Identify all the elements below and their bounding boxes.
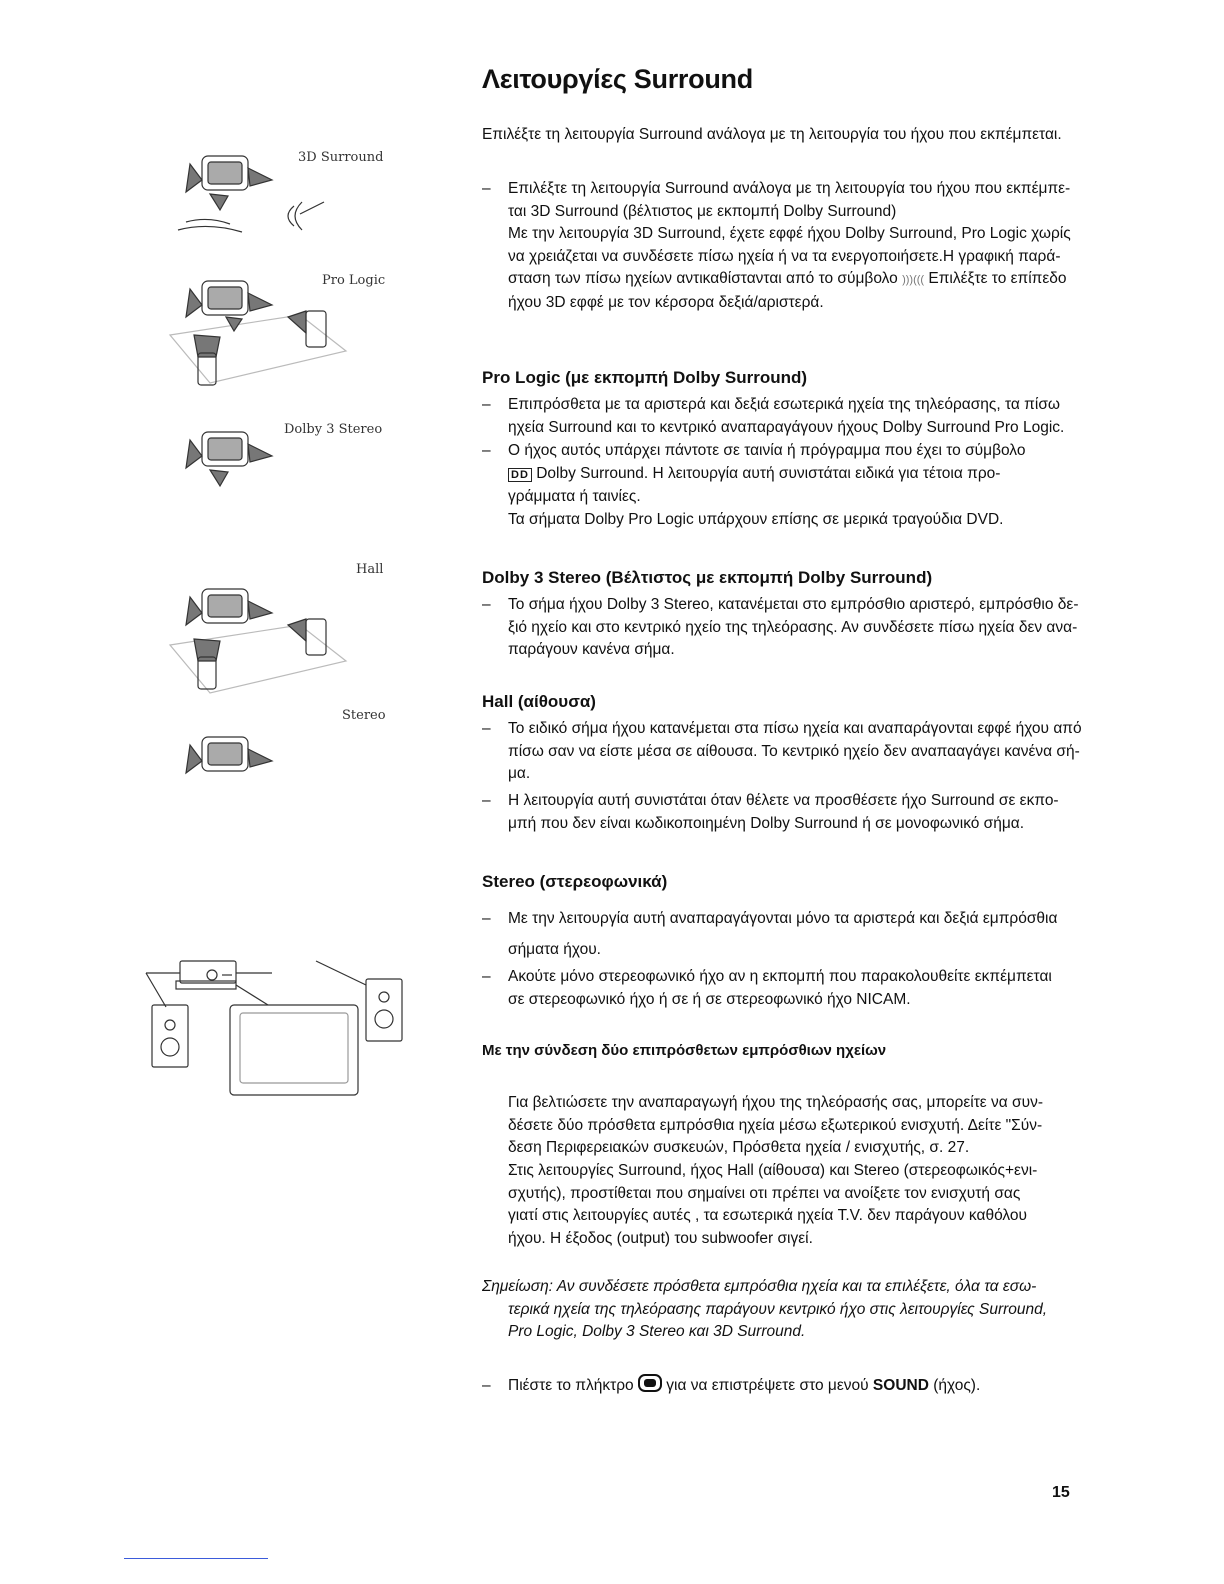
label-3d-surround: 3D Surround [298, 150, 384, 165]
footer-rule [124, 1558, 268, 1559]
stereo-bullet-1: – Με την λειτουργία αυτή αναπαραγάγονται μόνο τα αριστερά και δεξιά εμπρόσθια σήματα ήχου. [482, 910, 1058, 958]
label-dolby-3-stereo: Dolby 3 Stereo [284, 422, 383, 437]
label-pro-logic: Pro Logic [322, 273, 386, 288]
s3d-bullet: – Επιλέξτε τη λειτουργία Surround ανάλογα με τη λειτουργία του ήχου που εκπέμπε- ται 3D Surround (βέλτιστος με εκπομπή Dolby Surround) Με την λειτουργία 3D Surround, έχετε εφφέ ήχου Dolby Surround, Pro Logic χωρίς να χρειάζεται να συνδέσετε πίσω ηχεία ή να τα ενεργοποιήσετε.Η γραφική παρά- σταση των πίσω ηχείων αντικαθίστανται από το σύμβολο )))((( Επιλέξτε το επίπεδο ήχου 3D εφφέ με τον κέρσορα δεξιά/αριστερά. [482, 180, 1071, 311]
hall-diagram-icon [150, 575, 350, 705]
label-stereo: Stereo [342, 708, 386, 723]
page-title: Λειτουργίες Surround [482, 64, 753, 94]
pro-bullet-2: – Ο ήχος αυτός υπάρχει πάντοτε σε ταινία ή πρόγραμμα που έχει το σύμβολο DD Dolby Surround. Η λειτουργία αυτή συνιστάται ειδικά για τέτοια προ- γράμματα ή ταινίες. Τα σήματα Dolby Pro Logic υπάρχουν επίσης σε μερικά τραγούδια DVD. [482, 442, 1026, 528]
surround-symbol-icon: )))((( [902, 274, 925, 286]
dolby3-bullet: – Το σήμα ήχου Dolby 3 Stereo, κατανέμεται στο εμπρόσθιο αριστερό, εμπρόσθιο δε- ξιό ηχείο και στο κεντρικό ηχείο της τηλεόρασης. Αν συνδέσετε πίσω ηχεία δεν ανα- παράγουν κανένα σήμα. [482, 596, 1079, 658]
dolby3-heading: Dolby 3 Stereo (Βέλτιστος με εκπομπή Dolby Surround) [482, 568, 933, 587]
menu-key-icon [638, 1374, 662, 1392]
hall-bullet-1: – Το ειδικό σήμα ήχου κατανέμεται στα πίσω ηχεία και αναπαράγονται εφφέ ήχου από πίσω σαν να είστε μέσα σε αίθουσα. Το κεντρικό ηχείο δεν αναπααγάγει κανένα σή- μα. [482, 720, 1082, 782]
page-number: 15 [1052, 1484, 1070, 1501]
stereo-bullet-2: – Ακούτε μόνο στερεοφωνικό ήχο αν η εκπομπή που παρακολουθείτε εκπέμπεται σε στερεοφωνικό ήχο ή σε ή σε στερεοφωνικό ήχο NICAM. [482, 968, 1052, 1008]
connection-heading: Με την σύνδεση δύο επιπρόσθετων εμπρόσθιων ηχείων [482, 1042, 887, 1059]
note-text: Σημείωση: Αν συνδέσετε πρόσθετα εμπρόσθια ηχεία και τα επιλέξετε, όλα τα εσω- τερικά ηχεία της τηλεόρασης παράγουν κεντρικό ήχο στις λειτουργίες Surround, Pro Logic, Dolby 3 Stereo και 3D Surround. [482, 1278, 1048, 1340]
hall-bullet-2: – Η λειτουργία αυτή συνιστάται όταν θέλετε να προσθέσετε ήχο Surround σε εκπο- μπή που δεν είναι κωδικοποιημένη Dolby Surround ή σε μονοφωνικό σήμα. [482, 792, 1059, 832]
hall-heading: Hall (αίθουσα) [482, 692, 596, 711]
stereo-heading: Stereo (στερεοφωνικά) [482, 872, 668, 891]
pro-logic-heading: Pro Logic (με εκπομπή Dolby Surround) [482, 368, 808, 387]
connection-paragraph-1: Για βελτιώσετε την αναπαραγωγή ήχου της τηλεόρασής σας, μπορείτε να συν- δέσετε δύο πρόσθετα εμπρόσθια ηχεία μέσω εξωτερικού ενισχυτή. Δείτε "Σύν- δεση Περιφερειακών συσκευών, Πρόσθετα ηχεία / ενισχυτής, σ. 27. [508, 1094, 1043, 1156]
pro-bullet-1: – Επιπρόσθετα με τα αριστερά και δεξιά εσωτερικά ηχεία της τηλεόρασης, τα πίσω ηχεία Surround και το κεντρικό αναπαραγάγουν ήχους Dolby Surround Pro Logic. [482, 396, 1065, 436]
dolby-3-stereo-diagram-icon [150, 420, 290, 500]
external-speakers-diagram-icon [140, 945, 430, 1105]
final-instruction: – Πιέστε το πλήκτρο για να επιστρέψετε στο μενού SOUND (ήχος). [482, 1374, 980, 1398]
3d-surround-diagram-icon [150, 140, 350, 250]
stereo-diagram-icon [150, 725, 290, 805]
intro-text: Επιλέξτε τη λειτουργία Surround ανάλογα με τη λειτουργία του ήχου που εκπέμπεται. [482, 126, 1062, 143]
label-hall: Hall [356, 562, 384, 577]
pro-logic-diagram-icon [150, 275, 350, 395]
dolby-dd-icon: DD [508, 468, 532, 482]
connection-paragraph-2: Στις λειτουργίες Surround, ήχος Hall (αίθουσα) και Stereo (στερεοφωικός+ενι- σχυτής), προστίθεται που σημαίνει οτι πρέπει να ανοίξετε τον ενισχυτή σας γιατί στις λειτουργίες αυτές , τα εσωτερικά ηχεία T.V. δεν παράγουν καθόλου ήχου. Η έξοδος (output) του subwoofer σιγεί. [508, 1162, 1038, 1247]
